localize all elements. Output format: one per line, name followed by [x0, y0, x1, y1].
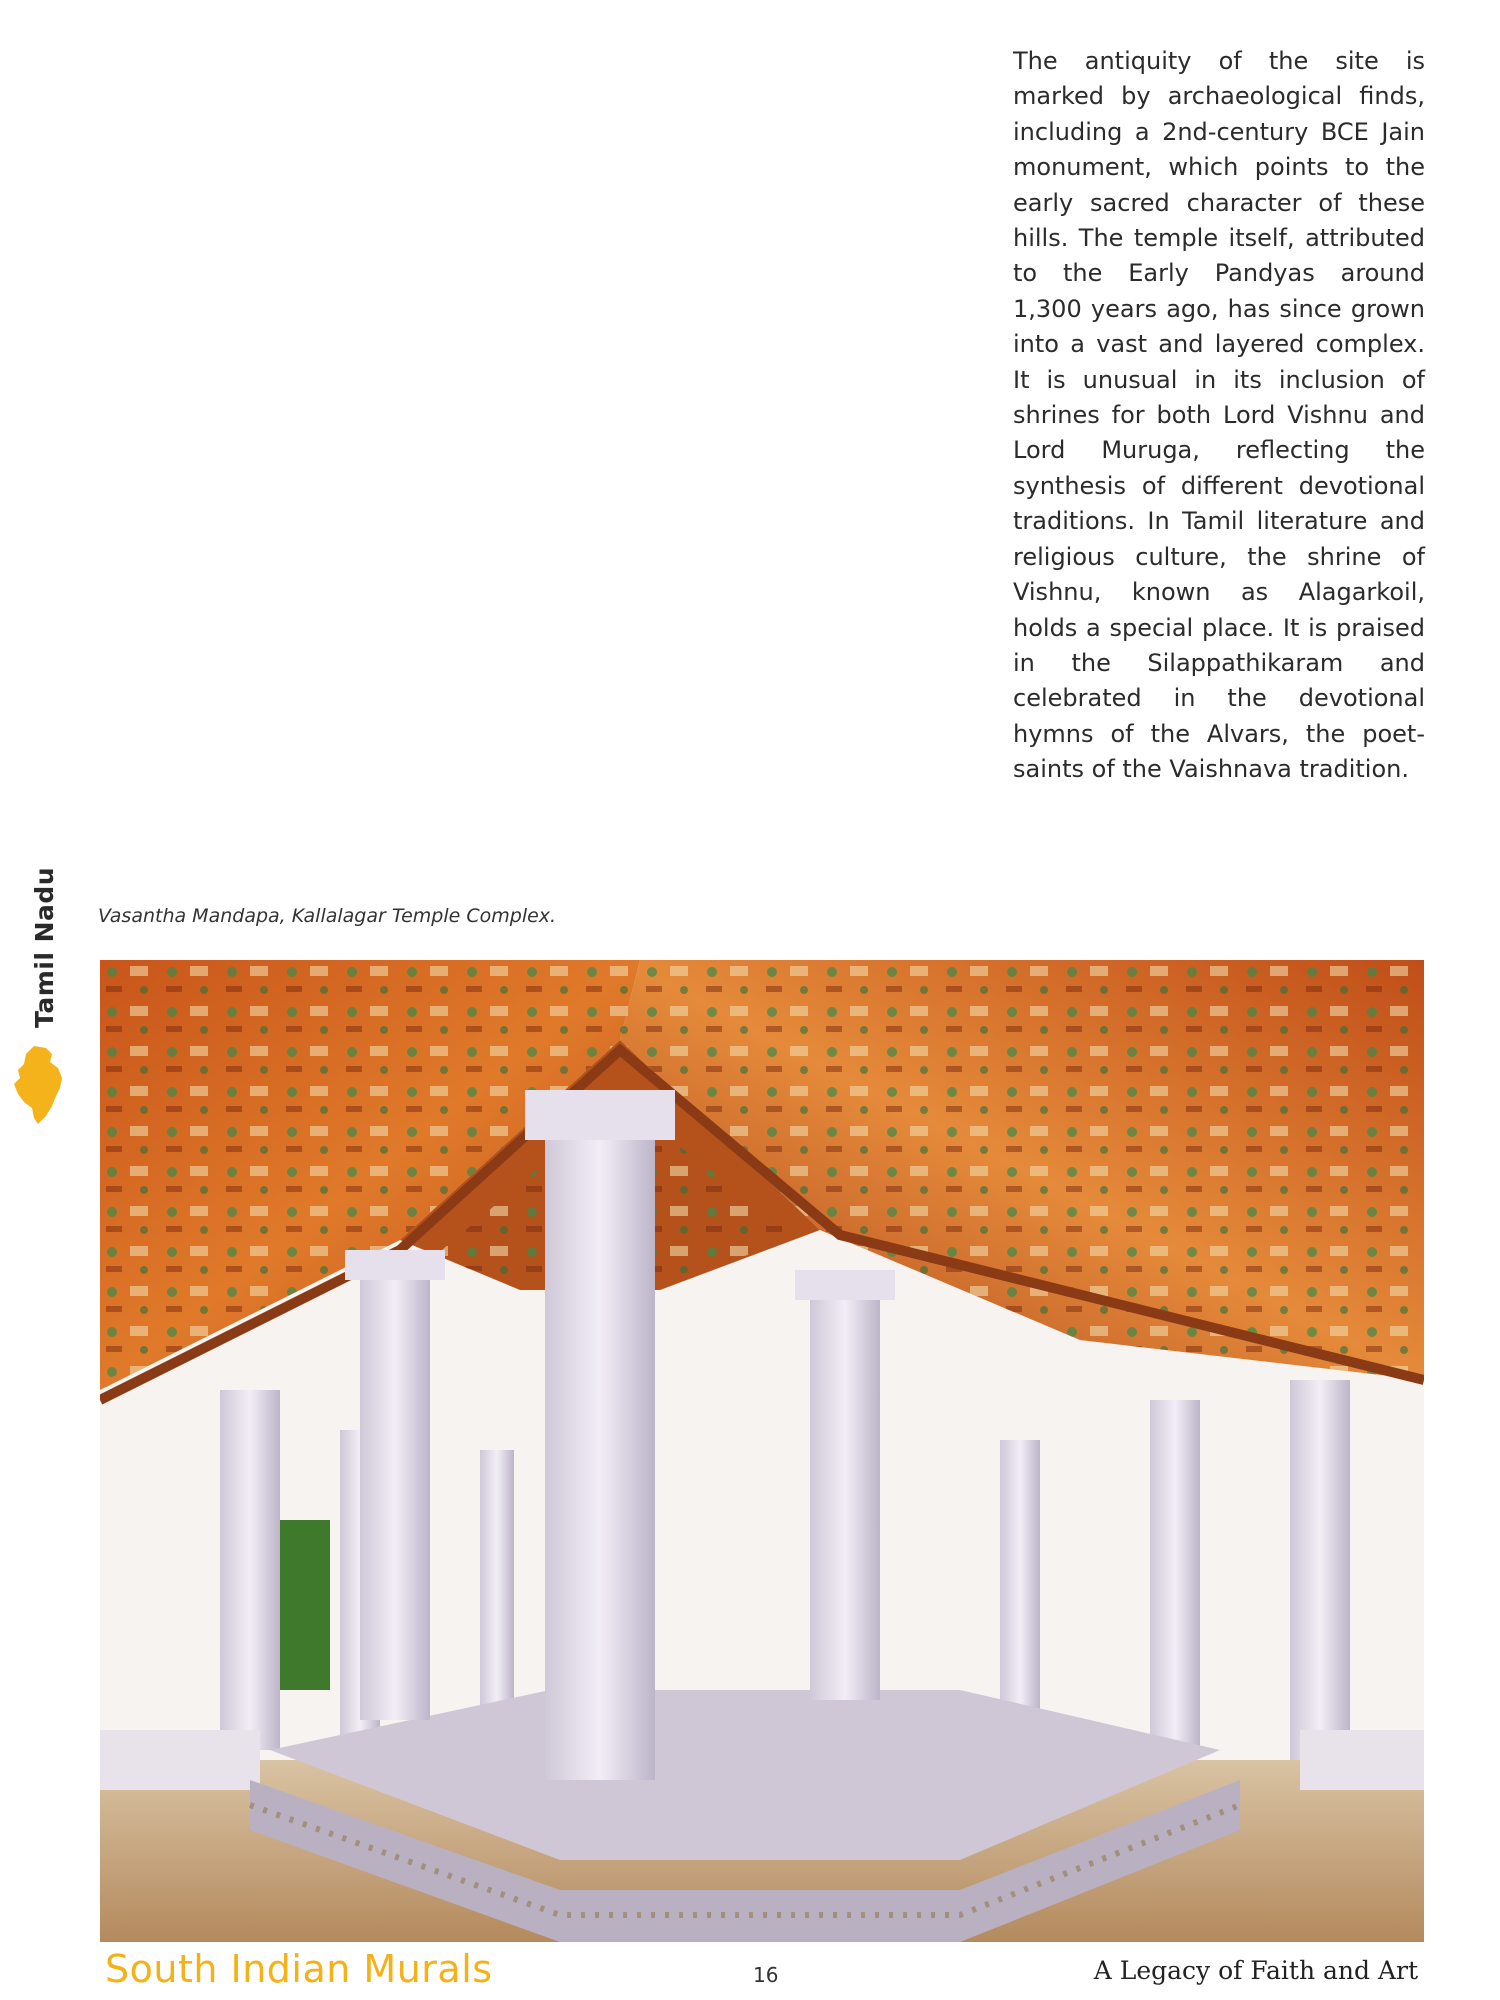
page-number: 16: [753, 1963, 779, 1987]
publication-tagline: A Legacy of Faith and Art: [1093, 1956, 1418, 1985]
mandapa-photo: [100, 960, 1424, 1942]
photo-caption: Vasantha Mandapa, Kallalagar Temple Complex.: [98, 905, 557, 927]
body-paragraph: The antiquity of the site is marked by archaeological finds, including a 2nd-century BCE Jain monument, which points to the early sacred character of these hills. The temple itself, attributed to the Early Pandyas around 1,300 years ago, has since grown into a vast and layered complex. It is unusual in its inclusion of shrines for both Lord Vishnu and Lord Muruga, reflecting the synthesis of different devotional traditions. In Tamil literature and religious culture, the shrine of Vishnu, known as Alagarkoil, holds a special place. It is praised in the Silappathikaram and celebrated in the devotional hymns of the Alvars, the poet-saints of the Vaishnava tradition.: [1013, 47, 1425, 784]
tamil-nadu-map-icon: [12, 1044, 74, 1126]
region-label: Tamil Nadu: [30, 866, 59, 1028]
publication-title: South Indian Murals: [105, 1947, 493, 1991]
